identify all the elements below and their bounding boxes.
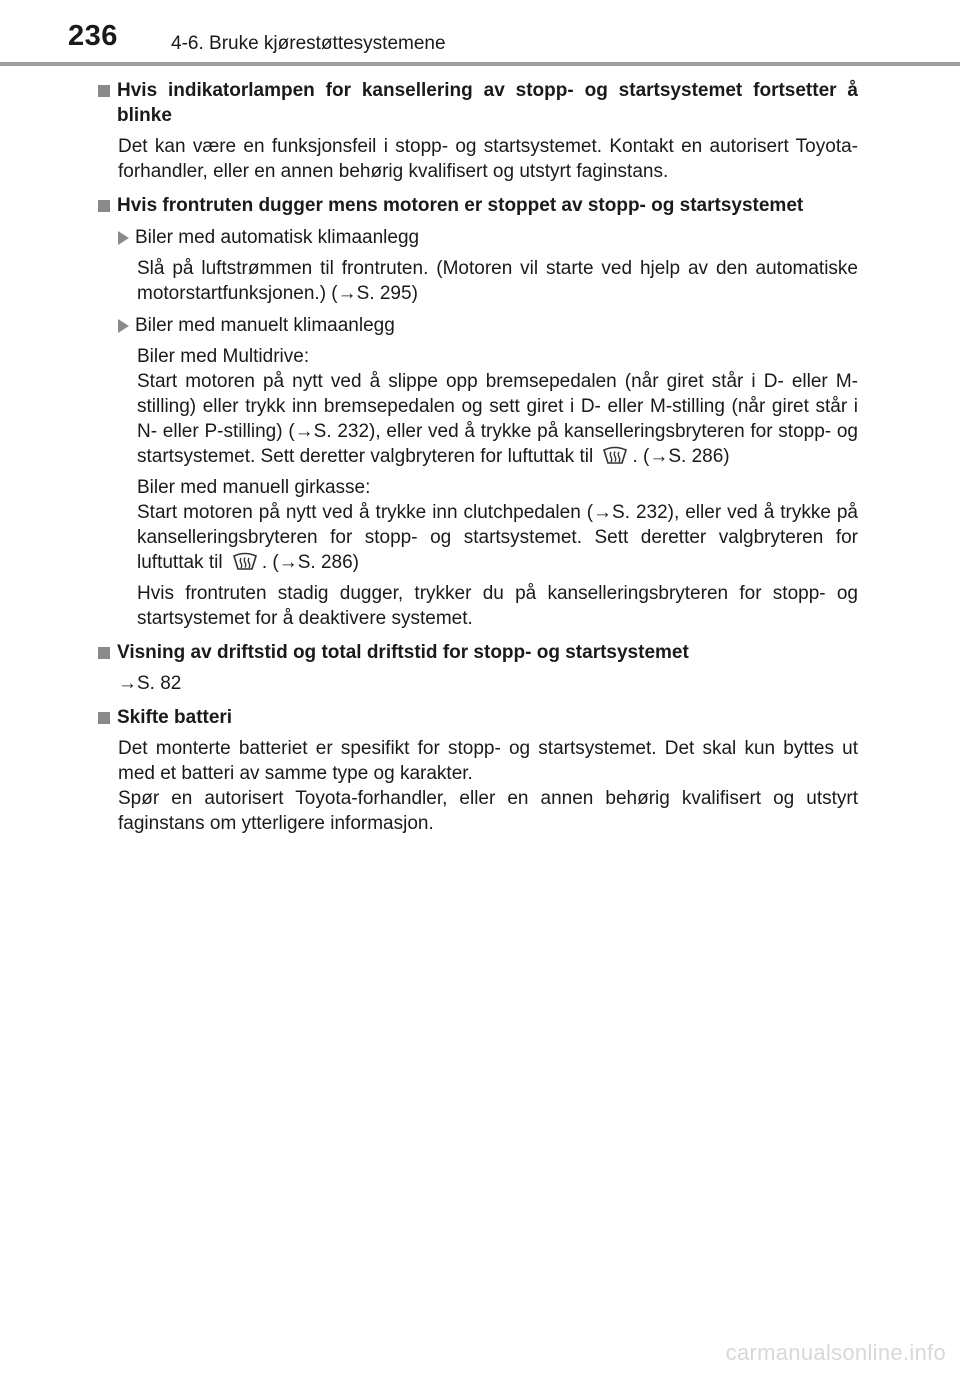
square-bullet-icon — [98, 85, 110, 97]
paragraph: Spør en autorisert Toyota-forhandler, eller en annen behørig kvalifisert og utstyrt faginstans om ytterligere informasjon. — [118, 788, 858, 834]
paragraph-manual-gearbox — [137, 475, 858, 575]
section-runtime — [98, 640, 858, 696]
paragraph: Det kan være en funksjonsfeil i stopp- og startsystemet. Kontakt en autorisert Toyota-forhandler, eller en annen behørig kvalifisert og utstyrt faginstans. — [118, 136, 858, 182]
square-bullet-icon — [98, 712, 110, 724]
page-content — [98, 78, 858, 845]
page-reference: →S. 82 — [118, 673, 182, 694]
section-heading: Hvis indikatorlampen for kansellering av stopp- og startsystemet fortsetter å blinke — [98, 78, 858, 128]
square-bullet-icon — [98, 200, 110, 212]
multidrive-text: Start motoren på nytt ved å slippe opp bremsepedalen (når giret står i D- eller M-stilling) eller trykk inn bremsepedalen og sett giret i D- eller M-stilling (når giret står i N- eller P-stilling) (→S. 232), eller ved å trykke på kanselleringsbryteren for stopp- og startsystemet. Sett deretter valgbryteren for luftuttak til . (→S. 286) — [137, 371, 858, 467]
windshield-defroster-icon — [602, 444, 628, 466]
paragraph: Det monterte batteriet er spesifikt for stopp- og startsystemet. Det skal kun byttes ut med et batteri av samme type og karakter. — [118, 738, 858, 784]
triangle-bullet-icon — [118, 319, 129, 333]
section-heading: Hvis frontruten dugger mens motoren er stoppet av stopp- og startsystemet — [98, 193, 858, 218]
page-header — [0, 0, 960, 68]
multidrive-label: Biler med Multidrive: — [137, 346, 310, 367]
watermark: carmanualsonline.info — [725, 1340, 946, 1365]
gearbox-text: Start motoren på nytt ved å trykke inn clutchpedalen (→S. 232), eller ved å trykke på kanselleringsbryteren for stopp- og startsystemet. Sett deretter valgbryteren for luftuttak til . (→S. 286) — [137, 502, 858, 573]
gearbox-label: Biler med manuell girkasse: — [137, 477, 371, 498]
paragraph-multidrive — [137, 344, 858, 469]
section-indicator — [98, 78, 858, 184]
section-fog — [98, 193, 858, 631]
chapter-title: 4-6. Bruke kjørestøttesystemene — [171, 33, 446, 54]
windshield-defroster-icon — [232, 550, 258, 572]
subheading-manual-climate: Biler med manuelt klimaanlegg — [118, 313, 858, 338]
paragraph: Slå på luftstrømmen til frontruten. (Motoren vil starte ved hjelp av den automatiske motorstartfunksjonen.) (→S. 295) — [137, 258, 858, 304]
section-battery — [98, 705, 858, 836]
triangle-bullet-icon — [118, 231, 129, 245]
page-number: 236 — [68, 20, 118, 52]
header-divider — [0, 62, 960, 66]
square-bullet-icon — [98, 647, 110, 659]
section-heading: Skifte batteri — [98, 705, 858, 730]
paragraph-note: Hvis frontruten stadig dugger, trykker du på kanselleringsbryteren for stopp- og startsystemet for å deaktivere systemet. — [137, 583, 858, 629]
subheading-auto-climate: Biler med automatisk klimaanlegg — [118, 225, 858, 250]
section-heading: Visning av driftstid og total driftstid for stopp- og startsystemet — [98, 640, 858, 665]
